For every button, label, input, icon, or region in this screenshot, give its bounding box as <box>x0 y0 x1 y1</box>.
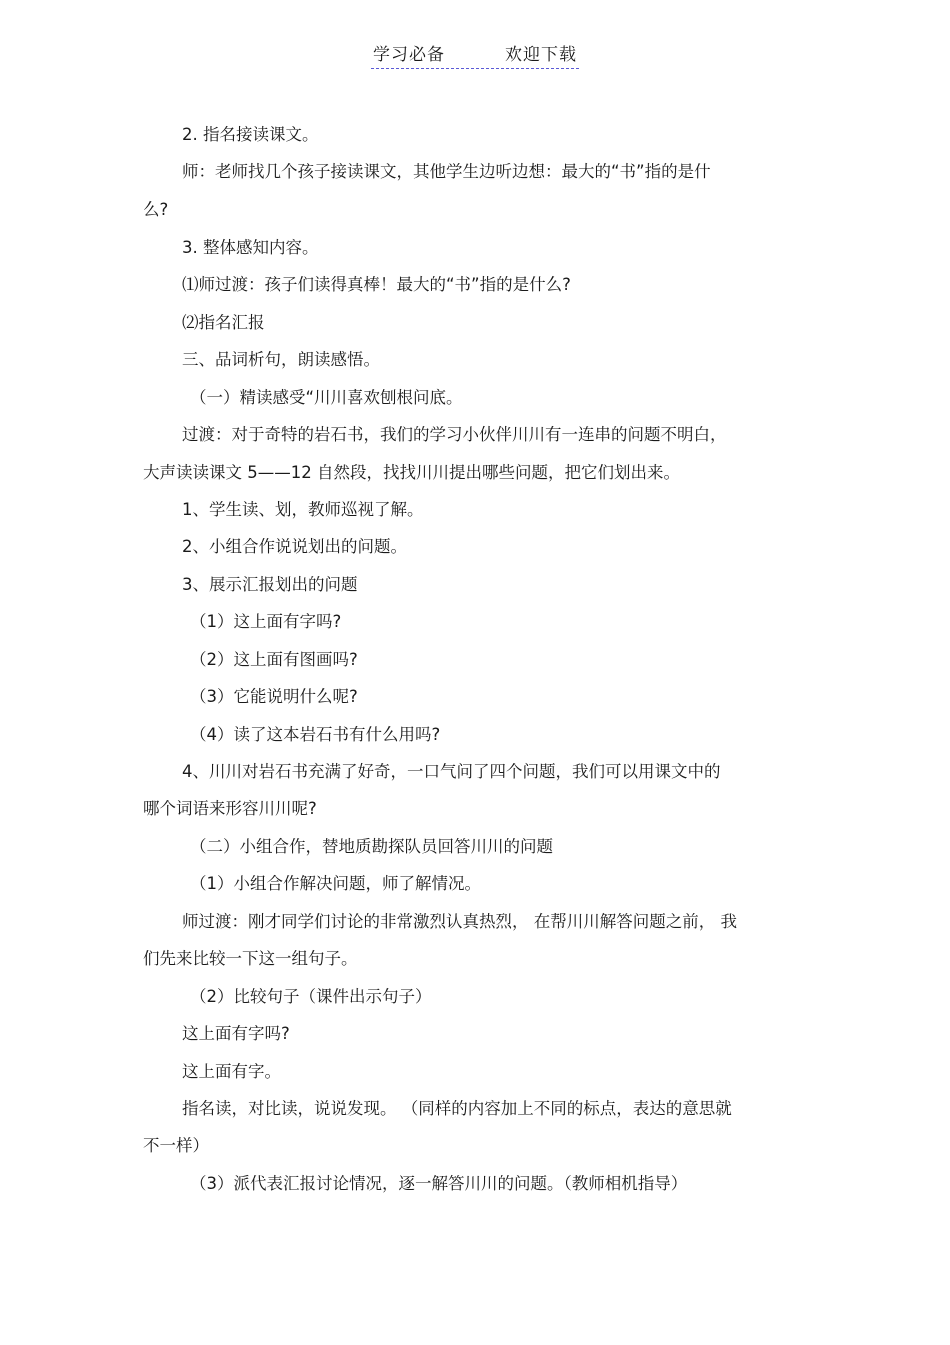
text-line: 三、品词析句，朗读感悟。 <box>182 350 380 369</box>
text-line: 不一样） <box>143 1136 209 1155</box>
page-header <box>0 40 950 69</box>
text-line: ⑴师过渡：孩子们读得真棒！最大的“书”指的是什么? <box>182 275 571 294</box>
header-right: 欢迎下载 <box>505 45 577 65</box>
text-line: （二）小组合作，替地质勘探队员回答川川的问题 <box>190 837 553 856</box>
text-line: ⑵指名汇报 <box>182 313 265 332</box>
text-line: （2）这上面有图画吗? <box>190 650 358 669</box>
text-line: （3）派代表汇报讨论情况，逐一解答川川的问题。（教师相机指导） <box>190 1174 688 1193</box>
text-line: 4、川川对岩石书充满了好奇，一口气问了四个问题，我们可以用课文中的 <box>182 762 721 781</box>
text-line: 过渡：对于奇特的岩石书，我们的学习小伙伴川川有一连串的问题不明白， <box>182 425 727 444</box>
text-line: 这上面有字。 <box>182 1062 281 1081</box>
text-line: 2、小组合作说说划出的问题。 <box>182 537 407 556</box>
text-line: 哪个词语来形容川川呢? <box>143 799 317 818</box>
text-line: 师：老师找几个孩子接读课文，其他学生边听边想：最大的“书”指的是什 <box>182 162 711 181</box>
header-left: 学习必备 <box>373 45 445 65</box>
text-line: 2. 指名接读课文。 <box>182 125 319 144</box>
text-line: （1）这上面有字吗? <box>190 612 342 631</box>
text-line: 3、展示汇报划出的问题 <box>182 575 358 594</box>
text-line: （4）读了这本岩石书有什么用吗? <box>190 725 441 744</box>
text-line: 这上面有字吗? <box>182 1024 290 1043</box>
text-line: 们先来比较一下这一组句子。 <box>143 949 358 968</box>
text-line: 么? <box>143 200 169 219</box>
text-line: （1）小组合作解决问题，师了解情况。 <box>190 874 481 893</box>
text-line: （一）精读感受“川川喜欢刨根问底。 <box>190 388 463 407</box>
text-line: 指名读，对比读，说说发现。 （同样的内容加上不同的标点，表达的意思就 <box>182 1099 732 1118</box>
text-line: 3. 整体感知内容。 <box>182 238 319 257</box>
header-text <box>371 40 579 69</box>
text-line: 1、学生读、划，教师巡视了解。 <box>182 500 424 519</box>
text-line: 师过渡：刚才同学们讨论的非常激烈认真热烈， 在帮川川解答问题之前， 我 <box>182 912 737 931</box>
text-line: （3）它能说明什么呢? <box>190 687 358 706</box>
text-line: 大声读读课文 5——12 自然段，找找川川提出哪些问题，把它们划出来。 <box>143 463 680 482</box>
text-line: （2）比较句子（课件出示句子） <box>190 987 432 1006</box>
